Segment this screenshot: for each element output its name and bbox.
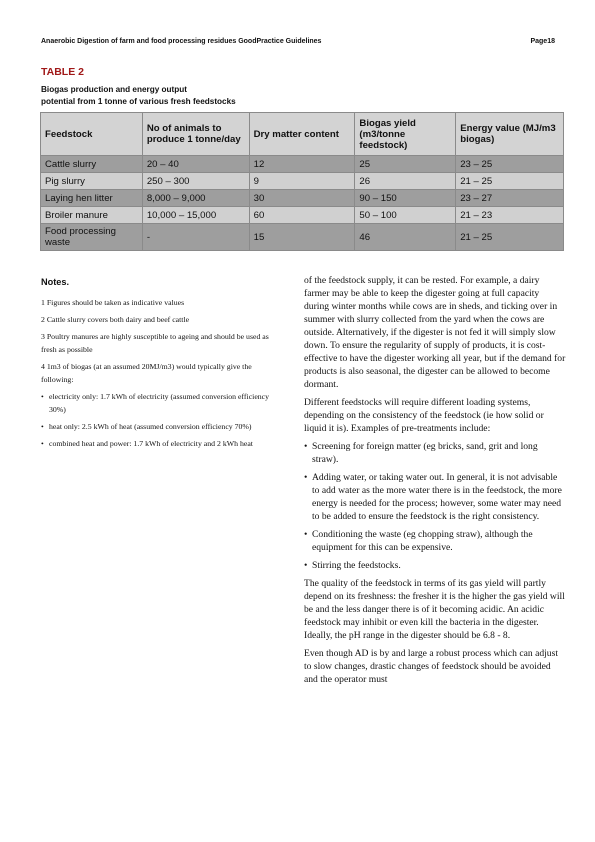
table-cell: Broiler manure <box>41 207 143 224</box>
table-cell: 26 <box>355 173 456 190</box>
note-bullet-text: combined heat and power: 1.7 kWh of electricity and 2 kWh heat <box>49 439 253 448</box>
header-animals: No of animals to produce 1 tonne/day <box>142 113 249 156</box>
feedstock-table <box>40 112 564 251</box>
table-cell: 250 – 300 <box>142 173 249 190</box>
table-row <box>41 173 564 190</box>
table-row <box>41 224 564 251</box>
table-row <box>41 207 564 224</box>
table-cell: 21 – 23 <box>456 207 564 224</box>
note-item: 2 Cattle slurry covers both dairy and beef cattle <box>41 315 190 324</box>
notes-heading: Notes. <box>41 277 70 287</box>
table-title: TABLE 2 <box>41 66 84 78</box>
table-row <box>41 156 564 173</box>
table-cell: 50 – 100 <box>355 207 456 224</box>
table-caption-line-2: potential from 1 tonne of various fresh feedstocks <box>41 97 236 106</box>
table-cell: 46 <box>355 224 456 251</box>
page-header <box>41 38 555 45</box>
bullet-icon: • <box>41 392 44 401</box>
header-feedstock: Feedstock <box>41 113 143 156</box>
table-cell: 15 <box>249 224 355 251</box>
table-header-row <box>41 113 564 156</box>
table-cell: - <box>142 224 249 251</box>
body-bullet-text: Stirring the feedstocks. <box>312 560 401 571</box>
table-cell: 9 <box>249 173 355 190</box>
body-bullet-text: Adding water, or taking water out. In general, it is not advisable to add water as the more water there is in the feedstock, the more energy is needed for the process; however, some water may need to be added to ensure the feedstock is the right consistency. <box>312 472 562 522</box>
table-cell: 12 <box>249 156 355 173</box>
header-title: Anaerobic Digestion of farm and food processing residues GoodPractice Guidelines <box>41 38 322 45</box>
notes-section <box>41 276 281 454</box>
body-text-column <box>304 274 566 691</box>
table-caption-line-1: Biogas production and energy output <box>41 85 188 94</box>
body-bullet-text: Screening for foreign matter (eg bricks, sand, grit and long straw). <box>312 441 538 465</box>
table-caption <box>41 84 236 108</box>
note-bullet <box>41 437 281 450</box>
note-item: 1 Figures should be taken as indicative values <box>41 298 185 307</box>
table-row <box>41 190 564 207</box>
table-cell: 21 – 25 <box>456 173 564 190</box>
body-paragraph: of the feedstock supply, it can be rested. For example, a dairy farmer may be able to keep the digester going at full capacity during winter months while cows are in sheds, and ticking over in summer with slurry collected from the yard when the cows are outside. Alternatively, if the digester is not fed it will simply slow down. To ensure the regularity of supply of products, it is cost-effective to have the digester working all year, but if the demand for products is also seasonal, the digester can be allowed to become dormant. <box>304 275 566 390</box>
body-bullet <box>304 559 566 572</box>
table-cell: Pig slurry <box>41 173 143 190</box>
bullet-icon: • <box>41 439 44 448</box>
header-biogas-yield: Biogas yield (m3/tonne feedstock) <box>355 113 456 156</box>
body-paragraph: Different feedstocks will require different loading systems, depending on the consistency of the feedstock (ie how solid or liquid it is). Examples of pre-treatments include: <box>304 397 544 434</box>
note-bullet <box>41 420 281 433</box>
body-bullet <box>304 471 566 523</box>
table-cell: Cattle slurry <box>41 156 143 173</box>
table-cell: 23 – 27 <box>456 190 564 207</box>
table-cell: 10,000 – 15,000 <box>142 207 249 224</box>
table-cell: 25 <box>355 156 456 173</box>
bullet-icon: • <box>304 560 308 571</box>
note-item: 3 Poultry manures are highly susceptible to ageing and should be used as fresh as possible <box>41 332 269 354</box>
table-cell: 60 <box>249 207 355 224</box>
note-bullet <box>41 390 281 416</box>
bullet-icon: • <box>304 529 308 540</box>
body-bullet-text: Conditioning the waste (eg chopping straw), although the equipment for this can be expensive. <box>312 529 533 553</box>
bullet-icon: • <box>304 441 308 452</box>
header-energy-value: Energy value (MJ/m3 biogas) <box>456 113 564 156</box>
table-cell: 8,000 – 9,000 <box>142 190 249 207</box>
body-bullet <box>304 440 566 466</box>
table-cell: 90 – 150 <box>355 190 456 207</box>
bullet-icon: • <box>304 472 308 483</box>
table-cell: 23 – 25 <box>456 156 564 173</box>
body-paragraph: Even though AD is by and large a robust process which can adjust to slow changes, drastic changes of feedstock should be avoided and the operator must <box>304 648 559 685</box>
table-cell: 30 <box>249 190 355 207</box>
table-cell: Laying hen litter <box>41 190 143 207</box>
header-dry-matter: Dry matter content <box>249 113 355 156</box>
bullet-icon: • <box>41 422 44 431</box>
table-cell: 20 – 40 <box>142 156 249 173</box>
body-paragraph: The quality of the feedstock in terms of its gas yield will partly depend on its freshness: the fresher it is the higher the gas yield will be and the less danger there is of it becoming acidic. An acidic feedstock may inhibit or even kill the bacteria in the digester. Ideally, the pH range in the digester should be 6.8 - 8. <box>304 578 565 641</box>
body-bullet <box>304 528 566 554</box>
table-cell: 21 – 25 <box>456 224 564 251</box>
page-number: Page18 <box>530 38 555 45</box>
note-bullet-text: heat only: 2.5 kWh of heat (assumed conversion efficiency 70%) <box>49 422 252 431</box>
note-item: 4 1m3 of biogas (at an assumed 20MJ/m3) would typically give the following: <box>41 362 252 384</box>
table-cell: Food processing waste <box>41 224 143 251</box>
note-bullet-text: electricity only: 1.7 kWh of electricity (assumed conversion efficiency 30%) <box>49 392 270 414</box>
